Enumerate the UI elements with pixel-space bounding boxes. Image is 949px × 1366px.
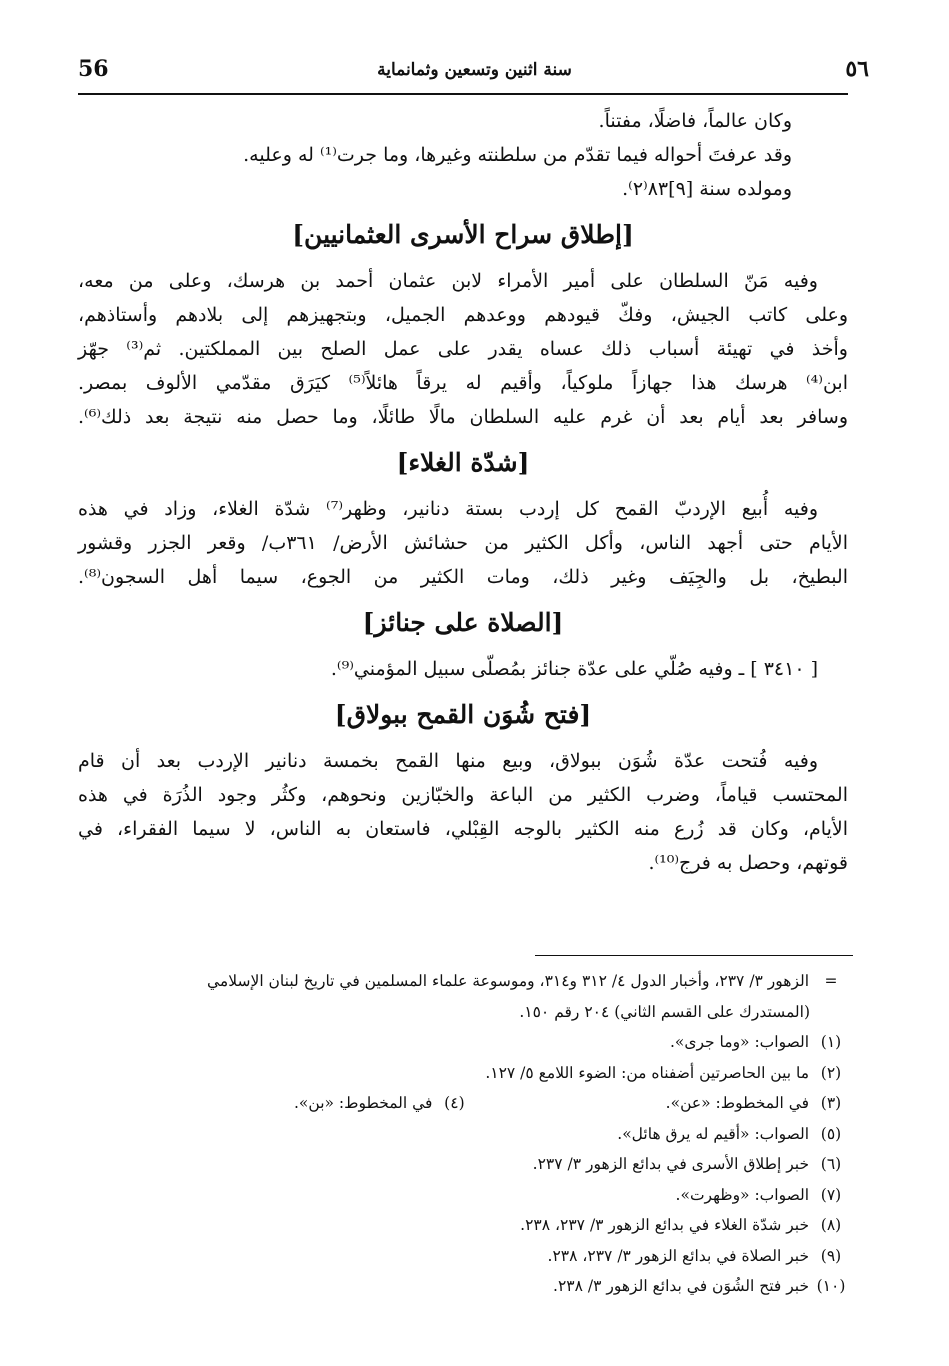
intro-line: ومولده سنة [٩]٨٣⁽٢⁾.	[622, 178, 792, 200]
footnote-number: (٣)	[820, 1094, 842, 1112]
footnote-text: ما بين الحاصرتين أضفناه من: الضوء اللامع ٥/ ١٢٧.	[485, 1063, 810, 1082]
section-heading: [إطلاق سراح الأسرى العثمانيين]	[292, 220, 634, 249]
footnote-number: (٥)	[820, 1124, 842, 1143]
footnote-item	[78, 1241, 848, 1272]
footnote-rule	[535, 955, 853, 956]
paragraph-line: ابن⁽⁴⁾ هرسك هذا جهازاً ملوكياً، وأقيم له يرقاً هائلاً⁽⁵⁾ كيَرَق مقدّمي الألوف بمصر.	[78, 372, 848, 394]
running-title: سنة اثنين وتسعين وثمانماية	[377, 60, 572, 80]
footnote-item	[78, 1058, 848, 1089]
footnote-text: الصواب: «وما جرى».	[669, 1033, 810, 1051]
footnote-continued: (المستدرك على القسم الثاني) ٢٠٤ رقم ١٥٠.	[519, 1002, 810, 1021]
paragraph-line: وأخذ في تهيئة أسباب ذلك عساه يقدر على عمل الصلح بين المملكتين. ثم⁽³⁾ جهّز	[78, 338, 848, 360]
footnote-item	[78, 1027, 848, 1058]
footnote-text: في المخطوط: «عن».	[665, 1094, 810, 1112]
paragraph-line: المحتسب قياماً، وضرب الكثير من الباعة والخبّازين ونحوهم، وكثُر وجود الذُرَة في هذه	[78, 784, 848, 806]
footnote-continued	[78, 966, 848, 997]
paragraph-line: وفيه أُبيع الإردبّ القمح كل إردب بستة دنانير، وظهر⁽⁷⁾ شدّة الغلاء، وزاد في هذه	[78, 498, 818, 520]
paragraph-line: قوتهم، وحصل به فرج⁽¹⁰⁾.	[648, 852, 848, 874]
footnote-text: الزهور ٣/ ٢٣٧، وأخبار الدول ٤/ ٣١٢ و٣١٤، وموسوعة علماء المسلمين في تاريخ لبنان الإسلامي	[207, 972, 810, 990]
footnote-text: الصواب: «أقيم له يرق هائل».	[617, 1124, 810, 1143]
footnote-item	[78, 1088, 848, 1119]
paragraph-line: [ ٣٤١٠ ] ـ وفيه صُلّي على عدّة جنائز بمُصلّى سبيل المؤمني⁽⁹⁾.	[330, 658, 818, 680]
section-heading: [فتح شُوَن القمح ببولاق]	[334, 700, 592, 729]
footnote-text: خبر شدّة الغلاء في بدائع الزهور ٣/ ٢٣٧، ٢٣٨.	[520, 1216, 810, 1234]
footnote-number: (١)	[820, 1033, 842, 1051]
paragraph-line: وفيه مَنّ السلطان على أمير الأمراء لابن عثمان أحمد بن هرسك، وعلى من معه،	[78, 270, 818, 292]
footnote-number: (٧)	[820, 1185, 842, 1204]
footnote-text: في المخطوط: «بن».	[294, 1094, 433, 1112]
footnote-number: (٢)	[820, 1063, 842, 1082]
paragraph-line: البطيخ، بل والجِيَف وغير ذلك، ومات الكثير من الجوع، سيما أهل السجون⁽⁸⁾.	[78, 566, 848, 588]
page-number-latin: 56	[78, 56, 109, 82]
footnote-item	[78, 1180, 848, 1211]
continued-marker: =	[824, 972, 838, 990]
footnote-item	[78, 1149, 848, 1180]
header-rule	[78, 93, 848, 95]
paragraph-line: الأيام حتى أجهد الناس، وأكل الكثير من حشائش الأرض/ ٣٦١ب/ وقعر الجزر وقشور	[78, 532, 848, 554]
section-heading: [شدّة الغلاء]	[396, 448, 530, 477]
intro-line: وكان عالماً، فاضلًا، مفتناً.	[598, 110, 792, 132]
paragraph-line: وفيه فُتحت عدّة شُوَن ببولاق، وبيع منها القمح بخمسة دنانير الإردب بعد أن قام	[78, 750, 818, 772]
section-heading: [الصلاة على جنائز]	[362, 608, 564, 637]
footnote-text: خبر الصلاة في بدائع الزهور ٣/ ٢٣٧، ٢٣٨.	[547, 1246, 810, 1265]
footnote-item-second	[294, 1088, 471, 1119]
paragraph-line: الأيام، وكان قد زُرع منه الكثير بالوجه القِبْلي، فاستعان به الناس، لا سيما الفقراء، في	[78, 818, 848, 840]
main-text	[78, 104, 848, 880]
footnote-text: خبر إطلاق الأسرى في بدائع الزهور ٣/ ٢٣٧.	[532, 1155, 810, 1173]
paragraph-line: وسافر بعد أيام بعد أن غرم عليه السلطان مالًا طائلًا، وما حصل منه نتيجة بعد ذلك⁽⁶⁾.	[78, 406, 848, 428]
footnote-number: (٤)	[444, 1094, 465, 1112]
footnote-number: (٨)	[820, 1216, 842, 1234]
footnote-number: (٩)	[820, 1246, 842, 1265]
footnotes	[78, 966, 848, 1302]
footnote-item	[78, 1210, 848, 1241]
page-number-arabic: ٥٦	[845, 56, 869, 82]
footnote-text: الصواب: «وظهرت».	[675, 1185, 810, 1204]
paragraph-line: وعلى كاتب الجيش، وفكّ قيودهم ووعدهم الجميل، وبتجهيزهم إلى بلادهم وأستاذهم،	[78, 304, 848, 326]
footnote-number: (٦)	[820, 1155, 842, 1173]
intro-line: وقد عرفتَ أحواله فيما تقدّم من سلطنته وغيرها، وما جرت⁽¹⁾ له وعليه.	[243, 144, 792, 166]
footnote-item	[78, 1119, 848, 1150]
footnote-item	[78, 1271, 848, 1302]
footnote-number: (١٠)	[816, 1277, 846, 1295]
footnote-text: خبر فتح الشُوَن في بدائع الزهور ٣/ ٢٣٨.	[553, 1277, 810, 1295]
